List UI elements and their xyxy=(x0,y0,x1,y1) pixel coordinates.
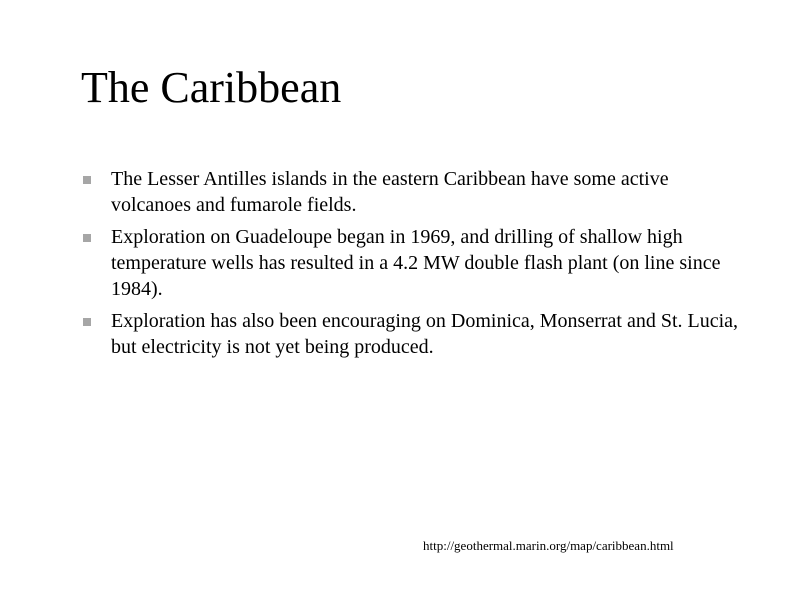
square-bullet-icon xyxy=(83,318,91,326)
bullet-item xyxy=(81,166,751,218)
square-bullet-icon xyxy=(83,234,91,242)
bullet-list xyxy=(81,166,751,366)
slide-title: The Caribbean xyxy=(81,63,342,112)
square-bullet-icon xyxy=(83,176,91,184)
bullet-text: Exploration on Guadeloupe began in 1969, and drilling of shallow high temperature wells has resulted in a 4.2 MW double flash plant (on line since 1984). xyxy=(111,226,721,300)
bullet-item xyxy=(81,224,751,302)
bullet-text: Exploration has also been encouraging on Dominica, Monserrat and St. Lucia, but electricity is not yet being produced. xyxy=(111,310,739,358)
bullet-text: The Lesser Antilles islands in the eastern Caribbean have some active volcanoes and fumarole fields. xyxy=(111,168,669,216)
source-url: http://geothermal.marin.org/map/caribbean.html xyxy=(423,538,674,553)
bullet-item xyxy=(81,308,751,360)
